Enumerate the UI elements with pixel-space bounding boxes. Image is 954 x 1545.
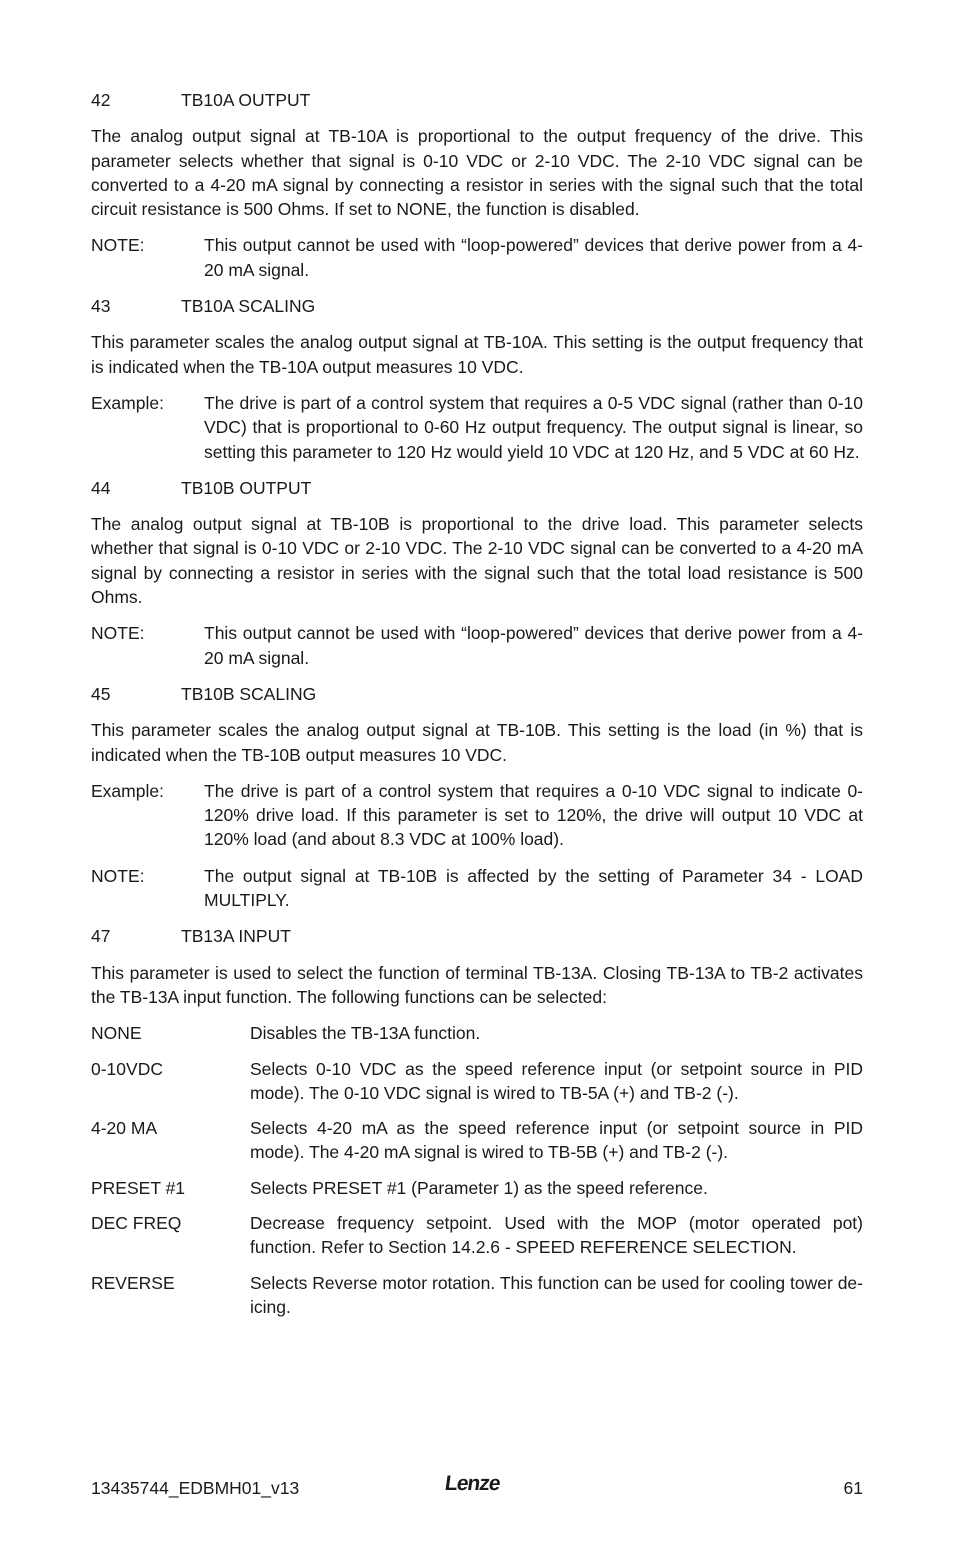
note-label: NOTE: [91, 865, 145, 886]
parameter-title: TB10B SCALING [181, 683, 317, 704]
parameter-section [91, 294, 863, 464]
section-note [91, 864, 863, 913]
section-body: The analog output signal at TB-10A is proportional to the output frequency of the drive. This parameter selects whether that signal is 0-10 VDC or 2-10 VDC. The 2-10 VDC signal can be converted to a 4-20 mA signal by connecting a resistor in series with the signal such that the total circuit resistance is 500 Ohms. If set to NONE, the function is disabled. [91, 126, 863, 220]
function-name: 4-20 MA [91, 1118, 158, 1139]
note-label: NOTE: [91, 235, 145, 256]
function-description: Selects PRESET #1 (Parameter 1) as the speed reference. [250, 1177, 708, 1198]
parameter-section [91, 476, 863, 670]
function-name: PRESET #1 [91, 1177, 186, 1198]
function-item [91, 1021, 863, 1045]
function-item [91, 1211, 863, 1260]
section-example [91, 391, 863, 464]
document-id: 13435744_EDBMH01_v13 [91, 1478, 300, 1498]
function-name: NONE [91, 1023, 142, 1044]
function-description: Disables the TB-13A function. [250, 1023, 481, 1044]
parameter-number: 44 [91, 477, 111, 498]
function-item [91, 1271, 863, 1320]
parameter-section [91, 924, 863, 1009]
function-description: Decrease frequency setpoint. Used with the MOP (motor operated pot) function. Refer to Section 14.2.6 - SPEED REFERENCE SELECTION. [250, 1212, 863, 1258]
parameter-title: TB10A SCALING [181, 296, 316, 317]
section-body: This parameter scales the analog output signal at TB-10B. This setting is the load (in %) that is indicated when the TB-10B output measures 10 VDC. [91, 720, 863, 765]
function-list [91, 1021, 863, 1319]
page-number: 61 [843, 1478, 863, 1498]
example-text: The drive is part of a control system that requires a 0-5 VDC signal (rather than 0-10 VDC) that is proportional to 0-60 Hz output frequency. The output signal is linear, so setting this parameter to 120 Hz would yield 10 VDC at 120 Hz, and 5 VDC at 60 Hz. [204, 392, 863, 462]
function-description: Selects Reverse motor rotation. This function can be used for cooling tower de-icing. [250, 1272, 863, 1317]
example-text: The drive is part of a control system that requires a 0-10 VDC signal to indicate 0-120% drive load. If this parameter is set to 120%, the drive will output 10 VDC at 120% load (and about 8.3 VDC at 100% load). [204, 780, 863, 850]
parameter-title: TB10B OUTPUT [181, 477, 312, 498]
note-text: This output cannot be used with “loop-powered” devices that derive power from a 4-20 mA signal. [204, 235, 863, 280]
example-label: Example: [91, 780, 164, 801]
example-label: Example: [91, 392, 164, 413]
section-header [91, 88, 863, 112]
parameter-number: 42 [91, 90, 111, 110]
function-item [91, 1057, 863, 1106]
note-text: The output signal at TB-10B is affected by the setting of Parameter 34 - LOAD MULTIPLY. [204, 865, 863, 911]
parameter-section [91, 682, 863, 912]
function-description: Selects 0-10 VDC as the speed reference input (or setpoint source in PID mode). The 0-10 VDC signal is wired to TB-5A (+) and TB-2 (-). [250, 1058, 863, 1103]
section-body: This parameter is used to select the function of terminal TB-13A. Closing TB-13A to TB-2 activates the TB-13A input function. The following functions can be selected: [91, 962, 863, 1007]
section-body: This parameter scales the analog output signal at TB-10A. This setting is the output frequency that is indicated when the TB-10A output measures 10 VDC. [91, 332, 863, 377]
section-header [91, 294, 863, 318]
parameter-title: TB10A OUTPUT [181, 90, 311, 110]
section-header [91, 476, 863, 500]
function-item [91, 1116, 863, 1165]
section-header [91, 682, 863, 706]
parameter-section [91, 88, 863, 282]
section-header [91, 924, 863, 948]
parameter-number: 45 [91, 683, 111, 704]
section-note [91, 233, 863, 282]
parameter-number: 43 [91, 296, 111, 317]
function-name: 0-10VDC [91, 1058, 163, 1079]
parameter-number: 47 [91, 926, 111, 947]
note-label: NOTE: [91, 623, 145, 644]
parameter-title: TB13A INPUT [181, 926, 291, 947]
section-body: The analog output signal at TB-10B is proportional to the drive load. This parameter selects whether that signal is 0-10 VDC or 2-10 VDC. The 2-10 VDC signal can be converted to a 4-20 mA signal by connecting a resistor in series with the signal such that the total load resistance is 500 Ohms. [91, 514, 863, 608]
function-name: REVERSE [91, 1272, 175, 1293]
document-body [91, 88, 863, 1330]
brand-logo: Lenze [443, 1472, 502, 1495]
function-description: Selects 4-20 mA as the speed reference input (or setpoint source in PID mode). The 4-20 mA signal is wired to TB-5B (+) and TB-2 (-). [250, 1118, 863, 1163]
function-item [91, 1176, 863, 1200]
section-example [91, 779, 863, 852]
section-note [91, 621, 863, 670]
function-name: DEC FREQ [91, 1212, 182, 1233]
page-footer [91, 1472, 863, 1504]
note-text: This output cannot be used with “loop-powered” devices that derive power from a 4-20 mA signal. [204, 623, 863, 668]
